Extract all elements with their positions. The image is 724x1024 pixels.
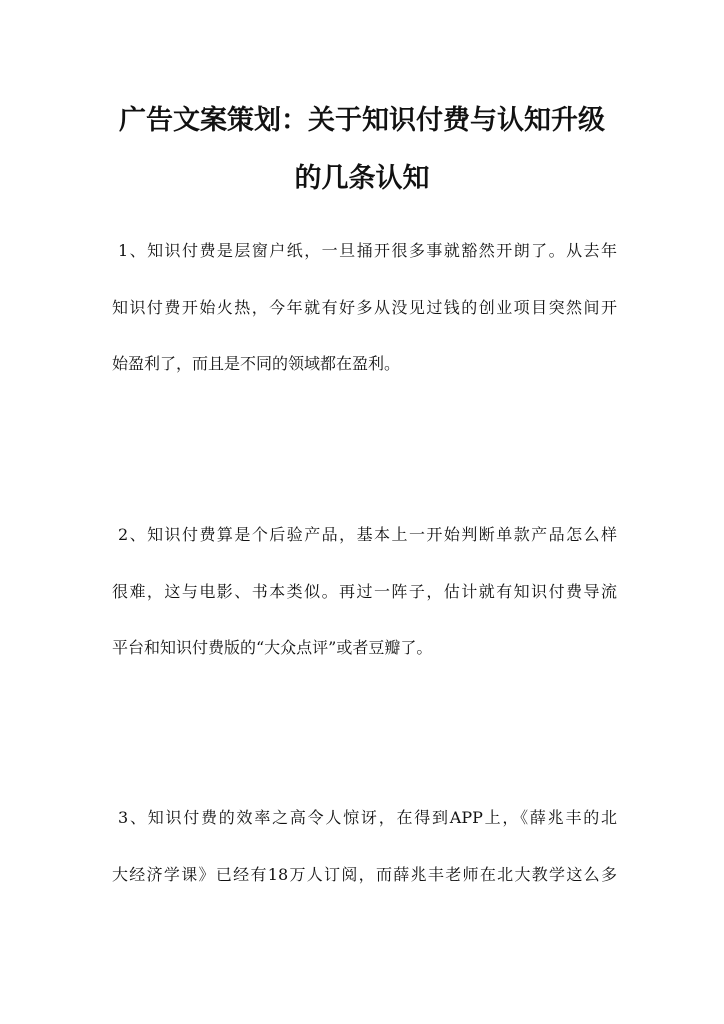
document-title-line-1: 广告文案策划：关于知识付费与认知升级 bbox=[119, 105, 605, 136]
paragraph-2-line-3: 平台和知识付费版的“大众点评”或者豆瓣了。 bbox=[112, 638, 433, 657]
paragraph-2-line-2: 很难，这与电影、书本类似。再过一阵子，估计就有知识付费导流 bbox=[112, 582, 617, 601]
paragraph-1-line-2: 知识付费开始火热，今年就有好多从没见过钱的创业项目突然间开 bbox=[112, 298, 617, 317]
paragraph-2-line-1: 2、知识付费算是个后验产品，基本上一开始判断单款产品怎么样 bbox=[118, 525, 617, 544]
paragraph-3-line-2: 大经济学课》已经有18万人订阅，而薛兆丰老师在北大教学这么多 bbox=[112, 865, 617, 884]
paragraph-1-line-3: 始盈利了，而且是不同的领域都在盈利。 bbox=[112, 354, 401, 373]
document-title-line-2: 的几条认知 bbox=[294, 163, 430, 194]
paragraph-1-line-1: 1、知识付费是层窗户纸，一旦捅开很多事就豁然开朗了。从去年 bbox=[118, 241, 617, 260]
paragraph-3-line-1: 3、知识付费的效率之高令人惊讶，在得到APP上，《薛兆丰的北 bbox=[118, 808, 617, 827]
